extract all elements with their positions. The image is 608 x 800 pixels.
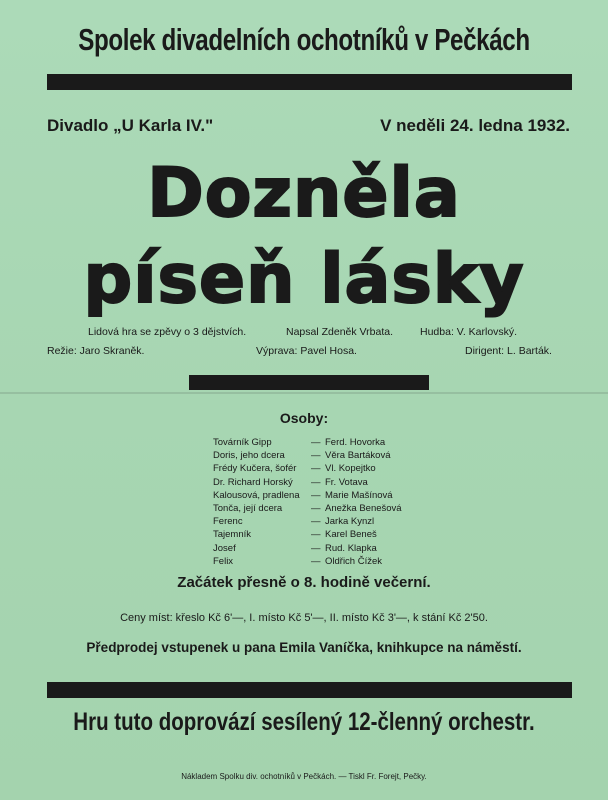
cast-dash: — <box>311 503 321 515</box>
play-title-line1: Dozněla <box>147 154 461 233</box>
design-text: Výprava: Pavel Hosa. <box>256 345 357 357</box>
cast-dash: — <box>311 542 321 554</box>
cast-row <box>213 476 513 489</box>
cast-role: Frédy Kučera, šofér <box>213 463 297 475</box>
venue-text: Divadlo „U Karla IV." <box>47 116 214 135</box>
cast-row <box>213 542 513 555</box>
cast-row <box>213 555 513 568</box>
society-header: Spolek divadelních ochotníků v Pečkách <box>78 22 530 57</box>
top-divider-bar <box>47 74 572 90</box>
cast-heading: Osoby: <box>279 410 329 426</box>
cast-actor: Jarka Kynzl <box>325 516 375 528</box>
cast-actor: Karel Beneš <box>325 529 377 541</box>
printer-footer: Nákladem Spolku div. ochotníků v Pečkách. — Tiskl Fr. Forejt, Pečky. <box>181 772 427 781</box>
music-text: Hudba: V. Karlovský. <box>420 326 518 338</box>
cast-actor: Ferd. Hovorka <box>325 437 386 448</box>
cast-row <box>213 436 513 449</box>
genre-text: Lidová hra se zpěvy o 3 dějstvích. <box>88 326 247 338</box>
cast-dash: — <box>311 476 321 488</box>
cast-row <box>213 449 513 462</box>
cast-actor: Anežka Benešová <box>325 503 402 515</box>
author-text: Napsal Zdeněk Vrbata. <box>286 326 394 338</box>
cast-dash: — <box>311 516 321 528</box>
middle-divider-bar <box>189 375 429 390</box>
cast-list <box>213 436 513 568</box>
date-text: V neděli 24. ledna 1932. <box>380 116 570 135</box>
cast-role: Továrník Gipp <box>213 437 272 448</box>
cast-dash: — <box>311 555 321 567</box>
conductor-text: Dirigent: L. Barták. <box>465 345 552 357</box>
cast-role: Dr. Richard Horský <box>213 476 293 488</box>
bottom-divider-bar <box>47 682 572 698</box>
cast-role: Doris, jeho dcera <box>213 450 285 462</box>
ticket-prices-text: Ceny míst: křeslo Kč 6'—, I. místo Kč 5'—, II. místo Kč 3'—, k stání Kč 2'50. <box>120 612 488 624</box>
cast-role: Josef <box>213 542 236 554</box>
paper-fold <box>0 392 608 394</box>
cast-role: Felix <box>213 555 234 567</box>
play-title-line2: píseň lásky <box>83 240 525 319</box>
cast-dash: — <box>311 529 321 541</box>
cast-row <box>213 502 513 515</box>
cast-row <box>213 462 513 475</box>
cast-role: Kalousová, pradlena <box>213 489 300 501</box>
cast-actor: Oldřich Čížek <box>325 555 383 567</box>
cast-dash: — <box>311 463 321 475</box>
cast-actor: Fr. Votava <box>325 476 368 488</box>
cast-dash: — <box>311 450 321 462</box>
presale-text: Předprodej vstupenek u pana Emila Vaníčka, knihkupce na náměstí. <box>86 640 522 655</box>
cast-actor: Vl. Kopejtko <box>325 463 376 475</box>
cast-role: Ferenc <box>213 516 243 528</box>
cast-role: Tajemník <box>213 529 252 541</box>
start-time-text: Začátek přesně o 8. hodině večerní. <box>177 574 431 591</box>
cast-actor: Věra Bartáková <box>325 450 391 462</box>
cast-actor: Marie Mašínová <box>325 489 393 501</box>
cast-dash: — <box>311 489 321 501</box>
cast-actor: Rud. Klapka <box>325 542 377 554</box>
cast-row <box>213 489 513 502</box>
cast-dash: — <box>311 437 321 448</box>
director-text: Režie: Jaro Skraněk. <box>47 345 145 357</box>
orchestra-text: Hru tuto doprovází sesílený 12-členný orchestr. <box>73 708 535 736</box>
cast-row <box>213 528 513 541</box>
cast-row <box>213 515 513 528</box>
cast-role: Tonča, její dcera <box>213 503 283 515</box>
